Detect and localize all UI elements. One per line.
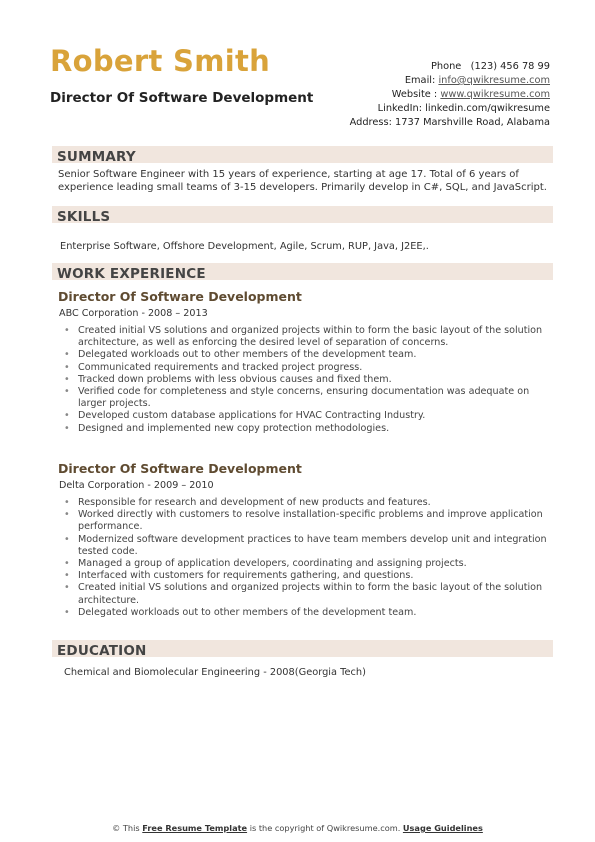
education-text: Chemical and Biomolecular Engineering - 2008(Georgia Tech) [64, 667, 366, 678]
contact-block [350, 60, 550, 130]
summary-heading: SUMMARY [57, 149, 136, 165]
website-link[interactable]: www.qwikresume.com [440, 89, 550, 100]
job-company: Delta Corporation - 2009 – 2010 [59, 480, 214, 491]
contact-address [350, 116, 550, 130]
summary-section-header [52, 146, 553, 163]
list-item: • Tracked down problems with less obvious causes and fixed them. [64, 374, 554, 386]
list-item: • Delegated workloads out to other members of the development team. [64, 607, 554, 619]
phone-value: (123) 456 78 99 [470, 61, 550, 72]
footer-prefix: © This [112, 823, 140, 833]
email-label: Email: [404, 75, 436, 86]
email-link[interactable]: info@qwikresume.com [438, 75, 550, 86]
education-section-header [52, 640, 553, 657]
summary-text: Senior Software Engineer with 15 years of experience, starting at age 17. Total of 6 years of experience leading small teams of 3-15 developers. Primarily develop in C#, SQL, and JavaScript. [58, 169, 547, 193]
list-item: • Developed custom database applications for HVAC Contracting Industry. [64, 410, 554, 422]
footer-middle: is the copyright of Qwikresume.com. [249, 823, 401, 833]
list-item: • Responsible for research and development of new products and features. [64, 497, 554, 509]
job-title: Director Of Software Development [58, 289, 302, 304]
contact-linkedin [350, 102, 550, 116]
skills-text: Enterprise Software, Offshore Development, Agile, Scrum, RUP, Java, J2EE,. [60, 241, 429, 252]
skills-section-header [52, 206, 553, 223]
job-title: Director Of Software Development [58, 461, 302, 476]
job-bullet-list [64, 497, 554, 619]
list-item: • Created initial VS solutions and organized projects within to form the basic layout of the solution architecture, as well as enforcing the desired level of separation of concerns. [64, 325, 554, 349]
website-label: Website : [391, 89, 438, 100]
list-item: • Managed a group of application developers, coordinating and assigning projects. [64, 558, 554, 570]
footer [0, 823, 595, 833]
job-bullet-list [64, 325, 554, 435]
experience-heading: WORK EXPERIENCE [57, 266, 206, 282]
list-item: • Verified code for completeness and style concerns, ensuring documentation was adequate on larger projects. [64, 386, 554, 410]
list-item: • Created initial VS solutions and organized projects within to form the basic layout of the solution architecture. [64, 582, 554, 606]
list-item: • Worked directly with customers to resolve installation-specific problems and improve application performance. [64, 509, 554, 533]
free-resume-template-link[interactable]: Free Resume Template [142, 823, 248, 833]
candidate-title: Director Of Software Development [50, 90, 314, 106]
list-item: • Designed and implemented new copy protection methodologies. [64, 423, 554, 435]
candidate-name: Robert Smith [50, 44, 271, 78]
education-heading: EDUCATION [57, 643, 147, 659]
experience-section-header [52, 263, 553, 280]
linkedin-label: LinkedIn: [377, 103, 423, 114]
contact-email [350, 74, 550, 88]
address-value: 1737 Marshville Road, Alabama [395, 117, 550, 128]
phone-label: Phone [430, 61, 462, 72]
address-label: Address: [349, 117, 392, 128]
linkedin-value: linkedin.com/qwikresume [425, 103, 550, 114]
skills-heading: SKILLS [57, 209, 111, 225]
list-item: • Interfaced with customers for requirements gathering, and questions. [64, 570, 554, 582]
list-item: • Delegated workloads out to other members of the development team. [64, 349, 554, 361]
list-item: • Communicated requirements and tracked project progress. [64, 362, 554, 374]
job-company: ABC Corporation - 2008 – 2013 [59, 308, 208, 319]
list-item: • Modernized software development practices to have team members develop unit and integration tested code. [64, 534, 554, 558]
contact-phone [350, 60, 550, 74]
usage-guidelines-link[interactable]: Usage Guidelines [402, 823, 483, 833]
contact-website [350, 88, 550, 102]
